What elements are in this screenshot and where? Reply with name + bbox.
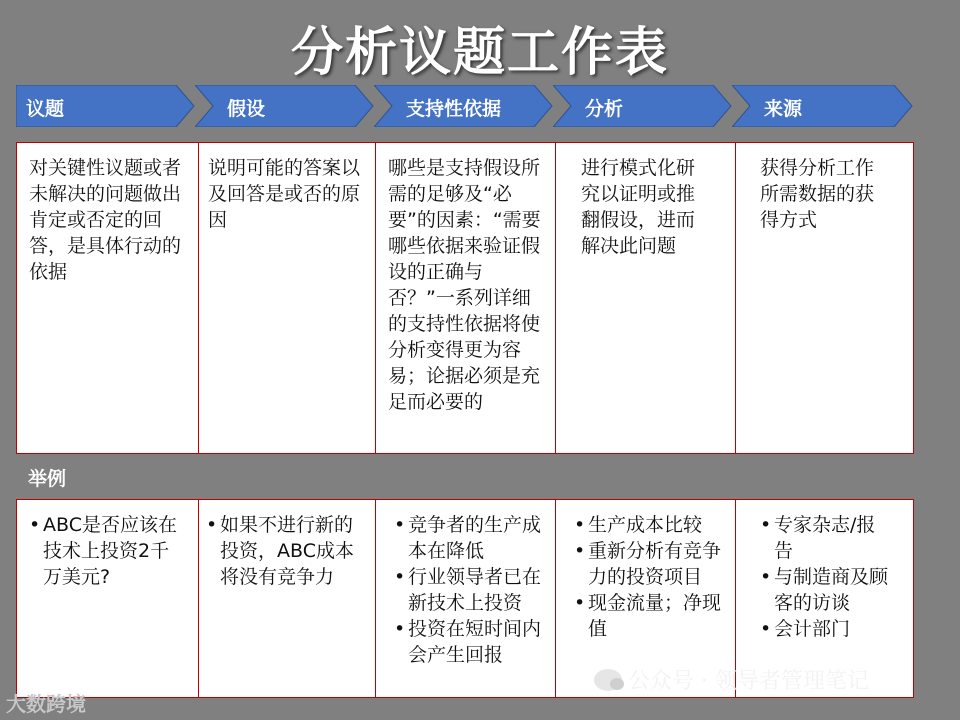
chevron-shape	[553, 85, 733, 127]
chevron-hypothesis	[195, 85, 375, 127]
chevron-source	[732, 85, 914, 127]
example-evidence	[376, 500, 556, 697]
example-issue	[17, 500, 199, 697]
chevron-issue	[16, 85, 196, 127]
description-hypothesis: 说明可能的答案以及回答是或否的原因	[199, 143, 376, 453]
watermark-text: 公众号 · 领导者管理笔记	[628, 669, 869, 694]
example-list	[206, 512, 367, 590]
chevron-shape	[195, 85, 375, 127]
example-hypothesis	[199, 500, 376, 697]
chevron-label: 分析	[585, 98, 624, 120]
list-item: • 会计部门	[760, 616, 891, 642]
description-evidence: 哪些是支持假设所需的足够及“必要”的因素：“需要哪些依据来验证假设的正确与否？”一系列详细的支持性依据将使分析变得更为容易；论据必须是充足而必要的	[376, 143, 556, 453]
description-source: 获得分析工作所需数据的获得方式	[760, 157, 875, 231]
example-list	[574, 512, 727, 642]
chevron-label: 议题	[26, 98, 65, 120]
chevron-shape	[732, 85, 914, 127]
page-title: 分析议题工作表	[290, 23, 669, 83]
description-issue: 对关键性议题或者未解决的问题做出肯定或否定的回答，是具体行动的依据	[17, 143, 199, 453]
example-list	[760, 512, 891, 642]
process-chevrons	[0, 85, 960, 127]
list-item: • 生产成本比较	[574, 512, 727, 538]
chevron-label: 假设	[227, 98, 266, 120]
wechat-icon	[594, 669, 622, 691]
list-item: • 现金流量；净现值	[574, 590, 727, 642]
list-item: • 重新分析有竞争力的投资项目	[574, 538, 727, 590]
list-item: • 与制造商及顾客的访谈	[760, 564, 891, 616]
list-item: • 竞争者的生产成本在降低	[394, 512, 545, 564]
example-list	[394, 512, 545, 668]
list-item: • 如果不进行新的投资，ABC成本将没有竞争力	[206, 512, 367, 590]
list-item: • ABC是否应该在技术上投资2千万美元?	[29, 512, 188, 590]
chevron-label: 来源	[764, 98, 803, 120]
watermark	[594, 664, 869, 695]
list-item: • 行业领导者已在新技术上投资	[394, 564, 545, 616]
example-heading: 举例	[28, 468, 67, 490]
description-table	[16, 142, 914, 454]
list-item: • 专家杂志/报告	[760, 512, 891, 564]
logo: 大数跨境	[6, 692, 86, 716]
example-list	[29, 512, 188, 590]
description-analysis: 进行模式化研究以证明或推翻假设，进而解决此问题	[556, 143, 736, 453]
chevron-analysis	[553, 85, 733, 127]
list-item: • 投资在短时间内会产生回报	[394, 616, 545, 668]
chevron-evidence	[374, 85, 554, 127]
chevron-label: 支持性依据	[406, 98, 502, 120]
